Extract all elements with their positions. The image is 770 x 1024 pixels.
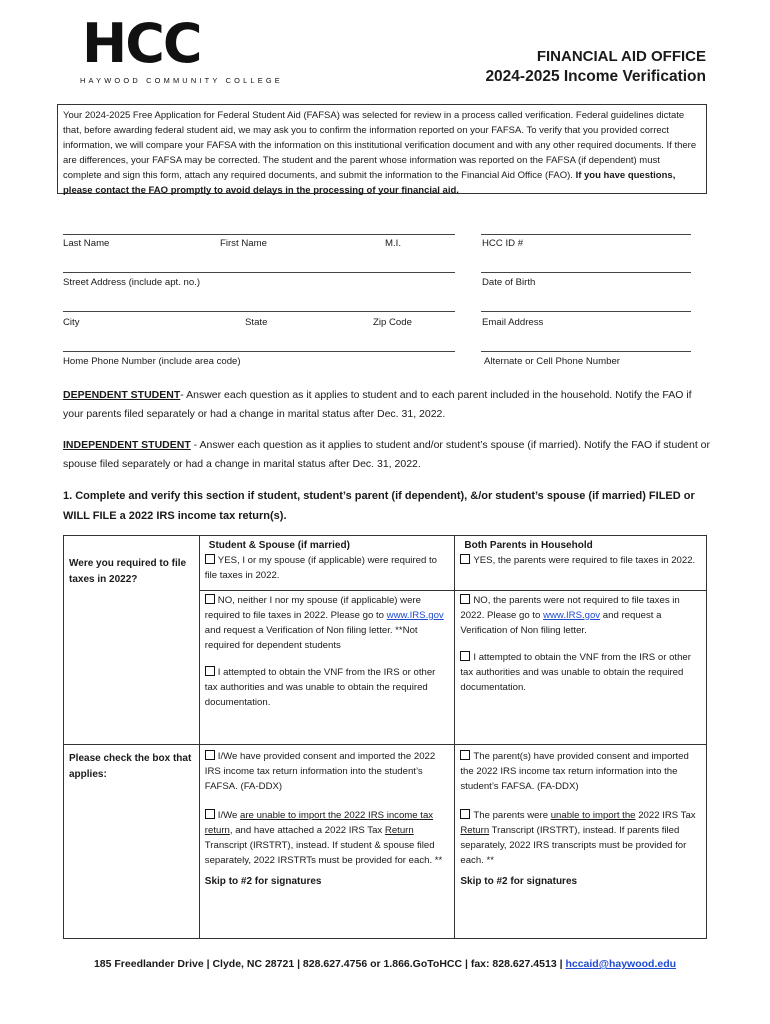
dob-label: Date of Birth	[482, 277, 536, 288]
first-name-label: First Name	[220, 238, 267, 249]
checkbox-icon[interactable]	[460, 594, 470, 604]
parents-row2-cell	[455, 745, 707, 939]
parents-col-header: Both Parents in Household	[464, 540, 593, 551]
student-unable-option[interactable]	[205, 808, 450, 868]
state-label: State	[245, 317, 268, 328]
student-unable-mid: , and have attached a 2022 IRS Tax	[229, 825, 383, 836]
parents-yes-text: YES, the parents were required to file taxes in 2022.	[473, 555, 696, 566]
footer-text: 185 Freedlander Drive | Clyde, NC 28721 | 828.627.4756 or 1.866.GoToHCC | fax: 828.627.4513 |	[93, 958, 563, 970]
irs-link[interactable]: www.IRS.gov	[386, 609, 444, 621]
student-vnf-text: I attempted to obtain the VNF from the IRS or other tax authorities and was unable to obtain the required documentation.	[204, 666, 436, 708]
checkbox-icon[interactable]	[205, 809, 215, 819]
student-unable-underlined: are unable to import the 2022 IRS income tax return	[204, 810, 434, 836]
checkbox-icon[interactable]	[460, 809, 470, 819]
section-1-title: 1. Complete and verify this section if student, student’s parent (if dependent), &/or student’s spouse (if married) FILED or WILL FILE a 2022 IRS income tax return(s).	[63, 490, 695, 522]
office-name: FINANCIAL AID OFFICE	[536, 48, 706, 65]
parents-no-text-a: NO, the parents were not required to file taxes in 2022. Please go to	[460, 594, 680, 621]
student-col-header: Student & Spouse (if married)	[208, 540, 350, 551]
parents-unable-underlined: unable to import the	[550, 810, 636, 821]
alt-phone-label: Alternate or Cell Phone Number	[484, 356, 620, 367]
home-phone-label: Home Phone Number (include area code)	[63, 356, 241, 367]
checkbox-icon[interactable]	[460, 554, 470, 564]
college-logo	[80, 12, 283, 85]
independent-label: INDEPENDENT STUDENT	[63, 439, 191, 451]
intro-box	[57, 104, 707, 194]
row2-label-cell	[64, 745, 200, 939]
footer	[0, 958, 770, 970]
dob-line[interactable]	[481, 272, 691, 273]
parents-consent-option[interactable]	[460, 749, 701, 794]
student-consent-option[interactable]	[205, 749, 450, 794]
hcc-id-label: HCC ID #	[482, 238, 524, 249]
row2-label: Please check the box that applies:	[69, 753, 192, 780]
mi-label: M.I.	[385, 238, 401, 249]
street-label: Street Address (include apt. no.)	[63, 277, 201, 288]
checkbox-icon[interactable]	[205, 554, 215, 564]
parents-no-text-b: and request a Verification of Non filing letter.	[460, 609, 662, 636]
student-row1-cell	[199, 590, 455, 745]
city-label: City	[63, 317, 80, 328]
student-yes-text: YES, I or my spouse (if applicable) were required to file taxes in 2022.	[204, 555, 437, 581]
parents-unable-post: Transcript (IRSTRT), instead. If parents filed separately, 2022 IRS transcripts must be provided for each. **	[460, 825, 687, 866]
email-line[interactable]	[481, 311, 691, 312]
checkbox-icon[interactable]	[460, 651, 470, 661]
checkbox-icon[interactable]	[205, 750, 215, 760]
parents-vnf-option[interactable]	[460, 650, 701, 695]
form-title: 2024-2025 Income Verification	[485, 68, 706, 85]
row1-label-cell-cont	[64, 590, 200, 745]
parents-yes-option[interactable]	[460, 553, 701, 568]
last-name-label: Last Name	[63, 238, 110, 249]
logo-subtitle: HAYWOOD COMMUNITY COLLEGE	[80, 76, 283, 85]
student-skip-note: Skip to #2 for signatures	[204, 876, 322, 887]
email-label: Email Address	[482, 317, 544, 328]
parents-skip-note: Skip to #2 for signatures	[460, 876, 578, 887]
irs-link[interactable]: www.IRS.gov	[543, 609, 601, 621]
parents-return-word: Return	[460, 825, 490, 836]
checkbox-icon[interactable]	[460, 750, 470, 760]
intro-text: Your 2024-2025 Free Application for Federal Student Aid (FAFSA) was selected for review in a process called verification. Federal guidelines dictate that, before awarding federal student aid, we may ask you to confirm the information reported on your FAFSA. To verify that you provided correct information, we will compare your FAFSA with the information on this institutional verification document and with any other required documents. If there are differences, your FAFSA may be corrected. The student and the parent whose information was reported on the FAFSA (if dependent) must complete and sign this form, attach any required documents, and submit the information to the Financial Aid Office (FAO).	[63, 110, 697, 181]
zip-label: Zip Code	[373, 317, 412, 328]
parents-consent-text: The parent(s) have provided consent and imported the 2022 IRS income tax return information into the student’s FAFSA. (FA-DDX)	[460, 751, 689, 792]
footer-email-link[interactable]: hccaid@haywood.edu	[565, 958, 677, 970]
parents-unable-pre: The parents were	[473, 810, 549, 821]
street-line[interactable]	[63, 272, 455, 273]
dependent-paragraph	[63, 386, 713, 424]
logo-letters: HCC	[82, 12, 201, 75]
intro-bold-text: If you have questions, please contact the FAO promptly to avoid delays in the processing of your financial aid.	[63, 170, 676, 196]
tax-filing-table	[63, 535, 707, 939]
dependent-text: - Answer each question as it applies to student and to each parent included in the household. Notify the FAO if your parents filed separately or had a change in marital status after Dec. 31, 2022.	[63, 389, 692, 420]
parents-unable-mid: 2022 IRS Tax	[638, 810, 696, 821]
independent-paragraph	[63, 436, 713, 474]
row1-label-cell	[64, 536, 200, 591]
home-phone-line[interactable]	[63, 351, 455, 352]
student-no-text-a: NO, neither I nor my spouse (if applicable) were required to file taxes in 2022. Please go to	[204, 594, 421, 621]
student-unable-post: Transcript (IRSTRT), instead. If student & spouse filed separately, 2022 IRSTRTs must be provided for each. **	[204, 840, 443, 866]
student-no-option[interactable]	[205, 593, 450, 653]
student-no-text-b: and request a Verification of Non filing letter. **Not required for dependent students	[204, 624, 418, 651]
row1-label: Were you required to file taxes in 2022?	[69, 558, 187, 585]
hcc-id-line[interactable]	[481, 234, 691, 235]
student-yes-option[interactable]	[205, 553, 450, 583]
student-unable-pre: I/We	[217, 810, 238, 821]
student-row2-cell	[199, 745, 455, 939]
student-return-word: Return	[384, 825, 414, 836]
city-line[interactable]	[63, 311, 455, 312]
checkbox-icon[interactable]	[205, 594, 215, 604]
student-vnf-option[interactable]	[205, 665, 450, 710]
checkbox-icon[interactable]	[205, 666, 215, 676]
parents-col-cell	[455, 536, 707, 591]
parents-row1-cell	[455, 590, 707, 745]
independent-text: - Answer each question as it applies to student and/or student’s spouse (if married). Notify the FAO if student or spouse filed separately or had a change in marital status after Dec. 31, 2022.	[63, 439, 711, 470]
parents-vnf-text: I attempted to obtain the VNF from the IRS or other tax authorities and was unable to obtain the required documentation.	[460, 651, 691, 693]
dependent-label: DEPENDENT STUDENT	[63, 389, 181, 401]
student-consent-text: I/We have provided consent and imported the 2022 IRS income tax return information into the student’s FAFSA. (FA-DDX)	[204, 751, 436, 792]
alt-phone-line[interactable]	[481, 351, 691, 352]
name-line[interactable]	[63, 234, 455, 235]
parents-no-option[interactable]	[460, 593, 701, 638]
student-col-cell	[199, 536, 455, 591]
parents-unable-option[interactable]	[460, 808, 701, 868]
